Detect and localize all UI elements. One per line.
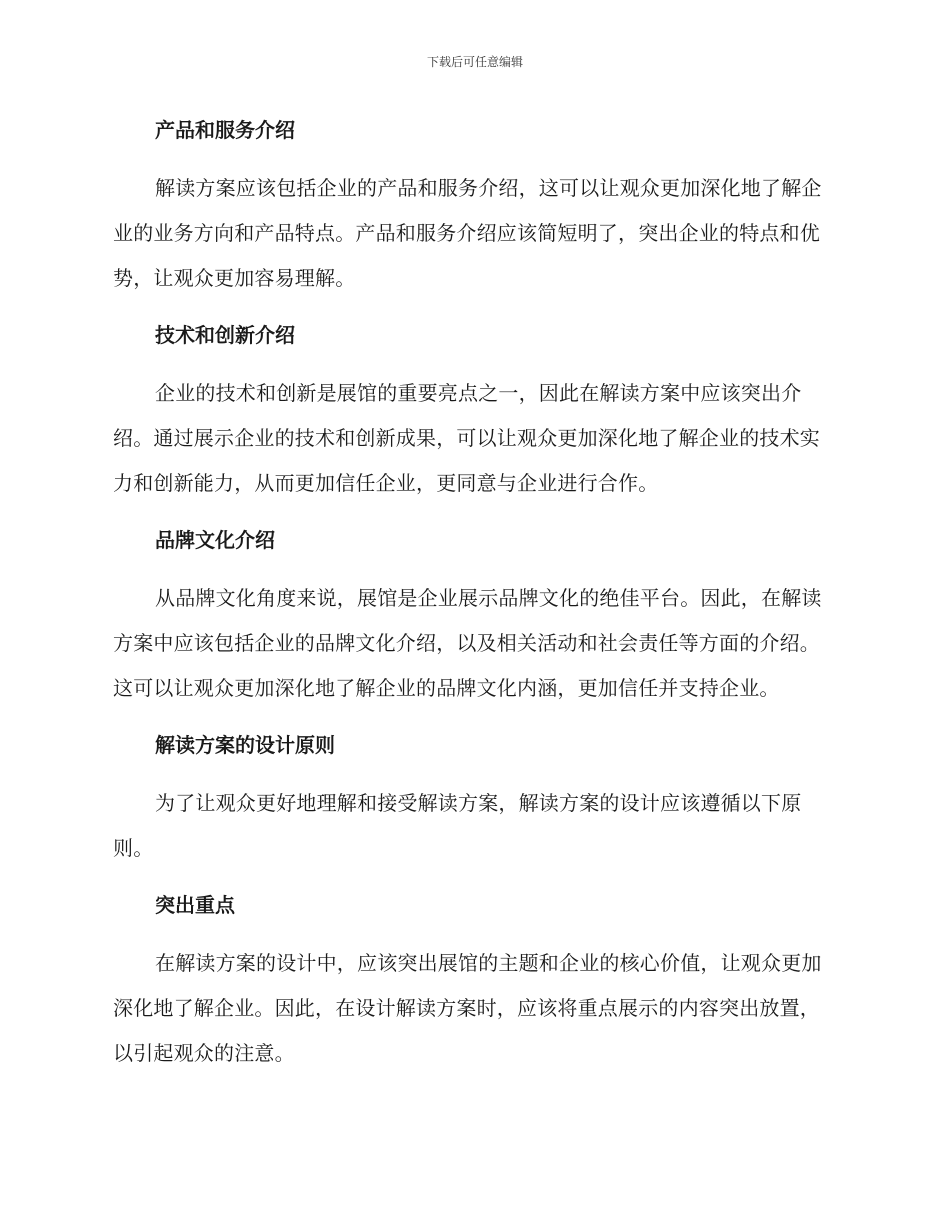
section-heading-design-principles: 解读方案的设计原则	[155, 733, 335, 757]
section-paragraph-design-principles: 为了让观众更好地理解和接受解读方案，解读方案的设计应该遵循以下原则。	[113, 791, 802, 860]
page-header-note: 下载后可任意编辑	[426, 55, 523, 69]
section-paragraph-highlight-focus: 在解读方案的设计中，应该突出展馆的主题和企业的核心价值，让观众更加深化地了解企业。因此，在设计解读方案时，应该将重点展示的内容突出放置，以引起观众的注意。	[113, 951, 822, 1065]
section-heading-highlight-focus: 突出重点	[155, 893, 235, 917]
section-heading-products: 产品和服务介绍	[155, 118, 295, 142]
section-paragraph-technology: 企业的技术和创新是展馆的重要亮点之一，因此在解读方案中应该突出介绍。通过展示企业的技术和创新成果，可以让观众更加深化地了解企业的技术实力和创新能力，从而更加信任企业，更同意与企业进行合作。	[113, 381, 820, 495]
section-heading-technology: 技术和创新介绍	[155, 323, 295, 347]
document-body	[113, 108, 833, 1088]
section-paragraph-brand-culture: 从品牌文化角度来说，展馆是企业展示品牌文化的绝佳平台。因此，在解读方案中应该包括企业的品牌文化介绍，以及相关活动和社会责任等方面的介绍。这可以让观众更加深化地了解企业的品牌文化内涵，更加信任并支持企业。	[113, 586, 822, 700]
section-heading-brand-culture: 品牌文化介绍	[155, 528, 275, 552]
section-paragraph-products: 解读方案应该包括企业的产品和服务介绍，这可以让观众更加深化地了解企业的业务方向和产品特点。产品和服务介绍应该简短明了，突出企业的特点和优势，让观众更加容易理解。	[113, 176, 822, 290]
